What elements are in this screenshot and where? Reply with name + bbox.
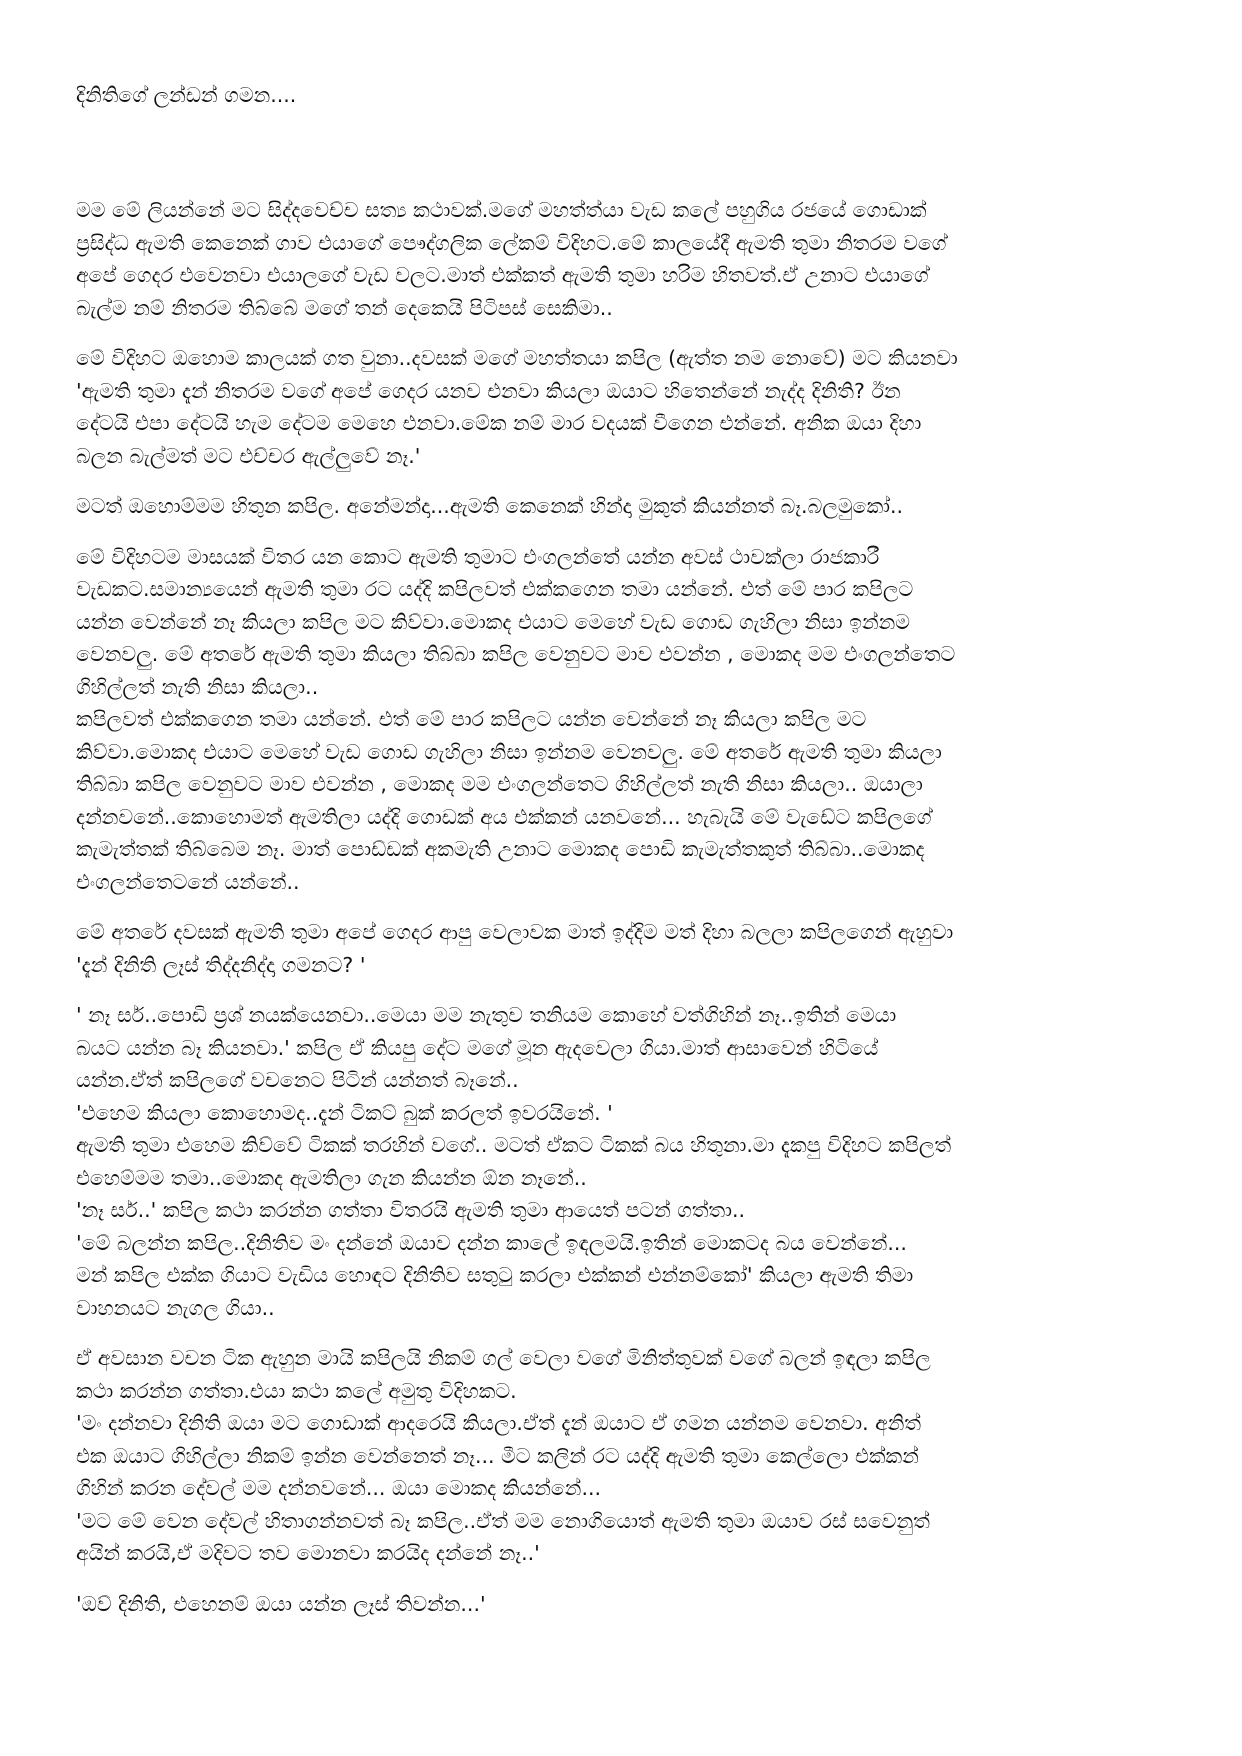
text-line: 'මට මේ වෙන දේවල් හිතාගන්නවත් බෑ කපිල..ඒත් මම නොගියොත් ඇමති තුමා ඔයාව රස් සවෙනුත්: [76, 1508, 930, 1533]
text-line: 'මං දන්නවා දිනිති ඔයා මට ගොඩාක් ආදරෙයි කියලා.ඒත් දැන් ඔයාට ඒ ගමන යන්නම වෙනවා. අනිත්: [76, 1411, 922, 1435]
text-line: බයට යන්න බෑ කියනවා.' කපිල ඒ කියපු දේට මගේ මූන ඇදවෙලා ගියා.මාත් ආසාවෙන් හිටියේ: [76, 1035, 879, 1060]
text-line: තිබ්බා කපිල වෙනුවට මාව එවන්න , මොකද මම එංගලන්තෙට ගිහිල්ලත් නැති නිසා කියලා.. ඔයාලා: [76, 772, 923, 796]
text-line: ඒ අවසාන වචන ටික ඇහුන මායි කපිලයි නිකම් ගල් වෙලා වගේ මිනිත්තුවක් වගේ බලන් ඉඳලා කපිල: [76, 1346, 931, 1370]
text-line: මටත් ඔහොම්මම හිතුන කපිල. අනේමන්දා...ඇමති කෙනෙක් හින්දා මුකුත් කියන්නත් බෑ.බලමුකෝ..: [76, 494, 903, 518]
paragraph: [76, 194, 1172, 324]
paragraph: [76, 541, 1172, 899]
text-line: 'නෑ සර්..' කපිල කථා කරන්න ගත්තා විතරයි ඇමති තුමා ආයෙත් පටන් ගත්තා..: [76, 1198, 745, 1222]
text-line: දන්නවනේ..කොහොමත් ඇමතිලා යද්දි ගොඩක් අය එක්කන් යනවනේ... හැබැයි මේ වැඩේට කපිලගේ: [76, 804, 932, 829]
text-line: කැමැත්තක් තිබ්බෙම නෑ. මාත් පොඩ්ඩක් අකමැති උනාට මොකද පොඩි කැමැත්තකුත් තිබ්බා..මොකද: [76, 837, 925, 861]
text-line: මේ අතරේ දවසක් ඇමති තුමා අපේ ගෙදර ආපු වෙලාවක මාත් ඉද්දිම මත් දිහා බලලා කපිලගෙන් ඇහුවා: [76, 920, 954, 944]
paragraph: [76, 490, 1172, 523]
text-line: එහෙම්මම තමා..මොකද ඇමතිලා ගැන කියන්න ඕන නෑනේ..: [76, 1165, 587, 1190]
text-line: වෙනවලු. මේ අතරේ ඇමති තුමා කියලා තිබ්බා කපිල වෙනුවට මාව එවන්න , මොකද මම එංගලන්තෙට: [76, 642, 956, 666]
paragraph: [76, 1342, 1172, 1570]
text-line: යන්න වෙන්නේ නෑ කියලා කපිල මට කිව්වා.මොකද එයාට මෙහේ වැඩ ගොඩ ගැහිලා නිසා ඉන්නම: [76, 609, 911, 634]
text-line: බලන බැල්මත් මට එච්චර ඇල්ලුවේ නෑ.': [76, 443, 421, 468]
text-line: අයින් කරයි,ඒ මදිවට තව මොනවා කරයිද දන්නේ නෑ..': [76, 1541, 540, 1565]
text-line: කපිලවත් එක්කගෙන තමා යන්නේ. එත් මේ පාර කපිලට යන්න වෙන්නේ නෑ කියලා කපිල මට: [76, 707, 867, 731]
text-line: කිව්වා.මොකද එයාට මෙහේ වැඩ ගොඩ ගැහිලා නිසා ඉන්නම වෙනවලු. මේ අතරේ ඇමති තුමා කියලා: [76, 739, 942, 764]
text-line: මේ විදිහටම මාසයක් විතර යන කොට ඇමති තුමාට එංගලන්තේ යන්න අවස් ථාවක්ලා රාජකාරී: [76, 544, 880, 569]
text-line: 'ඔව් දිනිති, එහෙනම් ඔයා යන්න ලෑස් තිවන්න...': [76, 1591, 486, 1616]
text-line: දේටයි එපා දේටයි හැම දේටම මෙහෙ එනවා.මේක නම් මාර වදයක් වීගෙන එන්නේ. අනික ඔයා දිහා: [76, 411, 922, 435]
text-line: 'මේ බලන්න කපිල..දිනිතිව මං දන්නේ ඔයාව දන්න කාලේ ඉඳලමයි.ඉතින් මොකටද බය වෙන්නේ...: [76, 1230, 907, 1255]
text-line: ' නෑ සර්..පොඩි ප්‍රශ් නයක්යෙනවා..මෙයා මම නැතුව තනියම කොහේ වත්ගිහින් නෑ..ඉතින් මෙයා: [76, 1003, 897, 1027]
text-line: ගිහින් කරන දේවල් මම දන්නවනේ... ඔයා මොකද කියන්නේ...: [76, 1476, 601, 1500]
text-line: අපේ ගෙදර එවෙනවා එයාලගේ වැඩ වලට.මාත් එක්කත් ඇමති තුමා හරිම හිතවත්.ඒ උනාට එයාගේ: [76, 263, 929, 287]
text-line: ඇමති තුමා එහෙම කිව්වේ ටිකක් තරහින් වගේ.. මටත් ඒකට ටිකක් බය හිතුනා.මා දැකපු විදිහට කපිලත්: [76, 1133, 952, 1157]
paragraph: [76, 916, 1172, 981]
story-body: [76, 194, 1172, 1620]
text-line: ප්‍රසිද්ධ ඇමති කෙනෙක් ගාව එයාගේ පෞද්ගලික ලේකම් විදිහට.මේ කාලයේදී ඇමති තුමා නිතරම වගේ: [76, 230, 947, 255]
paragraph: [76, 1588, 1172, 1621]
text-line: මම මේ ලියන්නේ මට සිද්දවෙච්ච සත්‍ය කථාවක්.මගේ මහත්ත්යා වැඩ කලේ පහුගිය රජයේ ගොඩාක්: [76, 198, 927, 222]
text-line: වාහනයට නැගල ගියා..: [76, 1295, 275, 1320]
text-line: කථා කරන්න ගත්තා.එයා කථා කලේ අමුතු විදිහකට.: [76, 1378, 517, 1403]
story-title: දිනිතිගේ ලන්ඩන් ගමන....: [76, 83, 297, 107]
text-line: එක ඔයාට ගිහිල්ලා නිකම් ඉන්න වෙන්නෙත් නෑ... මීට කලින් රට යද්දි ඇමති තුමා කෙල්ලො එක්කන්: [76, 1443, 919, 1468]
paragraph: [76, 999, 1172, 1324]
text-line: 'දැන් දිනිති ලෑස් තිද්දනිද්දා ගමනට? ': [76, 952, 366, 977]
paragraph: [76, 342, 1172, 472]
text-line: බැල්ම නම් නිතරම තිබ්බේ මගේ තන් දෙකෙයි පිටිපස් සෙකිමා..: [76, 295, 613, 320]
text-line: යන්න.ඒත් කපිලගේ වචනෙට පිටින් යන්නත් බෑනේ..: [76, 1068, 519, 1092]
text-line: 'එහෙම කියලා කොහොමද..දැන් ටිකට් බුක් කරලත් ඉවරයිනේ. ': [76, 1100, 613, 1125]
text-line: මන් කපිල එක්ක ගියාට වැඩිය හොඳට දිනිතිව සතුටු කරලා එක්කන් එන්නම්කෝ' කියලා ඇමති තිමා: [76, 1263, 914, 1287]
text-line: මේ විදිහට ඔහොම කාලයක් ගත වුනා..දවසක් මගේ මහත්තයා කපිල (ඇත්ත නම නොවේ) මට කියනවා: [76, 346, 958, 370]
text-line: ගිහිල්ලත් නැති නිසා කියලා..: [76, 674, 319, 699]
text-line: වැඩකට.සමාන්‍යයෙන් ඇමති තුමා රට යද්දි කපිලවත් එක්කගෙන තමා යන්නේ. එත් මේ පාර කපිලට: [76, 577, 914, 601]
text-line: එංගලන්තෙටනේ යන්නේ..: [76, 869, 300, 894]
text-line: 'ඇමති තුමා දැන් නිතරම වගේ අපේ ගෙදර යනව එනවා කියලා ඔයාට හිතෙන්නේ නැද්ද දිනිති? ඊන: [76, 378, 901, 403]
